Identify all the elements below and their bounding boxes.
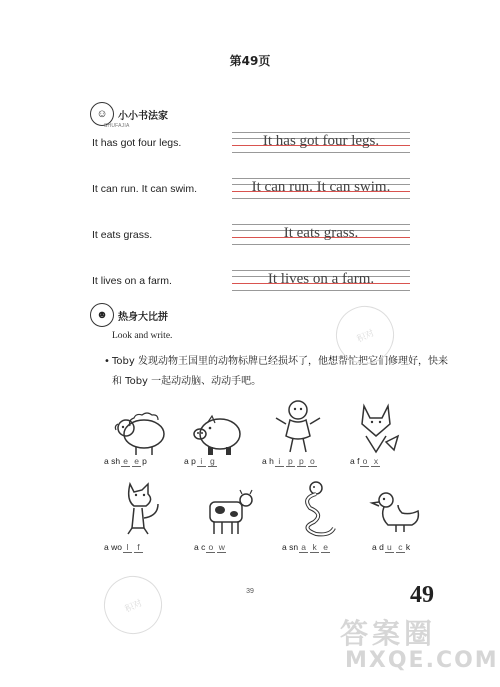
blank[interactable]: g xyxy=(208,456,217,467)
pig-icon xyxy=(186,400,246,460)
watermark-url: MXQE.COM xyxy=(345,648,499,673)
blank[interactable]: i xyxy=(275,456,284,467)
word-fill: a d u c k xyxy=(372,542,411,552)
page-title: 第49页 xyxy=(229,54,271,68)
section-label: 小小书法家 xyxy=(118,110,168,122)
cow-icon xyxy=(196,486,256,546)
blank[interactable]: i xyxy=(197,456,206,467)
blank[interactable]: p xyxy=(286,456,295,467)
prompt-sentence: It lives on a farm. xyxy=(92,275,172,287)
handwritten-answer: It eats grass. xyxy=(283,225,359,241)
instruction-chinese xyxy=(104,352,452,392)
cartoon-face-icon: ☺ xyxy=(90,102,114,126)
snake-icon xyxy=(286,478,346,538)
blank[interactable]: w xyxy=(218,542,225,552)
watermark-stamp: 积对 xyxy=(94,566,171,643)
handwritten-page-number: 49 xyxy=(410,582,434,608)
wolf-icon xyxy=(110,478,170,538)
cartoon-face-icon: ☻ xyxy=(90,303,114,327)
blank[interactable]: o xyxy=(206,542,215,553)
blank[interactable]: a xyxy=(299,542,308,553)
blank[interactable]: u xyxy=(385,542,394,553)
bullet-icon: • xyxy=(104,356,110,367)
prompt-sentence: It has got four legs. xyxy=(92,137,182,149)
writing-lines xyxy=(232,270,410,296)
word-fill: a p i g xyxy=(184,456,218,467)
section-sublabel: SHUFAJIA xyxy=(104,123,130,129)
word-fill: a f o x xyxy=(350,456,381,467)
writing-lines xyxy=(232,224,410,250)
section-header-calligraphy xyxy=(90,103,168,129)
section-header-warmup xyxy=(90,304,168,326)
handwritten-answer: It lives on a farm. xyxy=(267,271,375,287)
instruction-text: Toby 发现动物王国里的动物标牌已经损坏了，他想帮忙把它们修理好，快来和 Toby 一起动动脑、动动手吧。 xyxy=(112,356,448,387)
blank[interactable]: o xyxy=(360,456,369,467)
writing-lines xyxy=(232,132,410,158)
duck-icon xyxy=(366,486,426,546)
blank[interactable]: c xyxy=(396,542,405,553)
watermark-text: 答案圈 xyxy=(340,617,437,650)
hippo-icon xyxy=(268,396,328,456)
handwritten-answer: It can run. It can swim. xyxy=(251,179,391,195)
page-number: 39 xyxy=(246,588,254,595)
blank[interactable]: x xyxy=(371,456,380,467)
section-label: 热身大比拼 xyxy=(118,311,168,323)
word-fill: a sn a k e xyxy=(282,542,331,553)
instruction-english: Look and write. xyxy=(112,331,173,341)
blank[interactable]: e xyxy=(121,456,130,467)
handwritten-answer: It has got four legs. xyxy=(262,133,380,149)
prompt-sentence: It can run. It can swim. xyxy=(92,183,198,195)
fox-icon xyxy=(346,398,406,458)
blank[interactable]: p xyxy=(297,456,306,467)
blank[interactable]: l xyxy=(123,542,132,553)
watermark-stamp: 积对 xyxy=(326,296,403,373)
sheep-icon xyxy=(110,400,170,460)
blank[interactable]: o xyxy=(308,456,317,467)
writing-lines xyxy=(232,178,410,204)
word-fill: a h i p p o xyxy=(262,456,318,467)
blank[interactable]: k xyxy=(310,542,319,553)
word-fill: a c o w xyxy=(194,542,225,552)
blank[interactable]: f xyxy=(134,542,143,553)
word-fill: a wo l f xyxy=(104,542,144,553)
word-fill: a sh e e p xyxy=(104,456,147,466)
prompt-sentence: It eats grass. xyxy=(92,229,153,241)
blank[interactable]: e xyxy=(321,542,330,553)
blank[interactable]: e xyxy=(132,456,141,467)
